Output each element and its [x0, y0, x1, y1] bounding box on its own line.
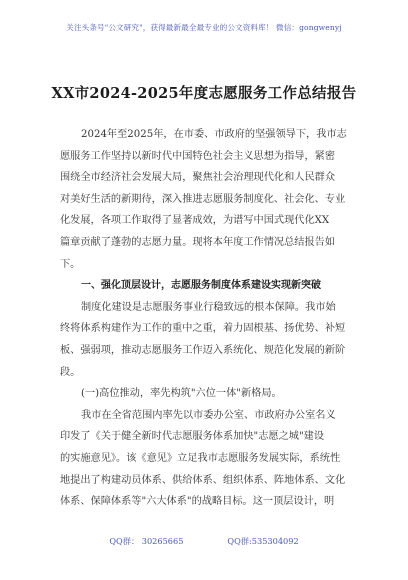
intro-line: 化发展，各项工作取得了显著成效，为谱写中国式现代化XX: [60, 215, 330, 227]
intro-line: 篇章贡献了蓬勃的志愿力量。现将本年度工作情况总结报告如: [60, 236, 336, 248]
intro-line: 围绕全市经济社会发展大局，聚焦社会治理现代化和人民群众: [60, 172, 336, 184]
subsection-line: 印发了《关于健全新时代志愿服务体系加快"志愿之城"建设: [60, 431, 325, 443]
section-line: 制度化建设是志愿服务事业行稳致远的根本保障。我市始: [81, 301, 336, 313]
section-heading: 一、强化顶层设计，志愿服务制度体系建设实现新突破: [81, 280, 321, 292]
document-title: XX市2024-2025年度志愿服务工作总结报告: [51, 85, 357, 102]
footer-qq-group-1: QQ群： 30265665: [109, 536, 184, 546]
intro-line: 对美好生活的新期待，深入推进志愿服务制度化、社会化、专业: [60, 193, 346, 205]
header-promo-note: 关注头条号"公文研究"，获得最新最全最专业的公文资料库！ 微信：gongwenyj: [66, 23, 342, 32]
section-line: 板、强弱项，推动志愿服务工作迈入系统化、规范化发展的新阶: [60, 344, 346, 356]
document-body: [60, 124, 358, 513]
section-line: 段。: [60, 366, 81, 378]
intro-line: 2024年至2025年，在市委、市政府的坚强领导下，我市志: [81, 129, 347, 140]
subsection-line: 体系、保障体系等"六大体系"的战略目标。这一顶层设计，明: [60, 496, 335, 508]
subsection-line: 地提出了构建动员体系、供给体系、组织体系、阵地体系、文化: [60, 474, 346, 486]
subsection-heading: (一)高位推动，率先构筑"六位一体"新格局。: [81, 388, 282, 400]
subsection-line: 的实施意见》。该《意见》立足我市志愿服务发展实际，系统性: [60, 452, 341, 464]
intro-line: 下。: [60, 258, 81, 270]
footer-qq-group-2: QQ群:535304092: [227, 536, 299, 546]
section-line: 终将体系构建作为工作的重中之重，着力固根基、扬优势、补短: [60, 323, 346, 335]
subsection-line: 我市在全省范围内率先以市委办公室、市政府办公室名义: [81, 409, 336, 421]
intro-line: 愿服务工作坚持以新时代中国特色社会主义思想为指导，紧密: [60, 150, 336, 162]
footer-contact: [0, 536, 408, 547]
